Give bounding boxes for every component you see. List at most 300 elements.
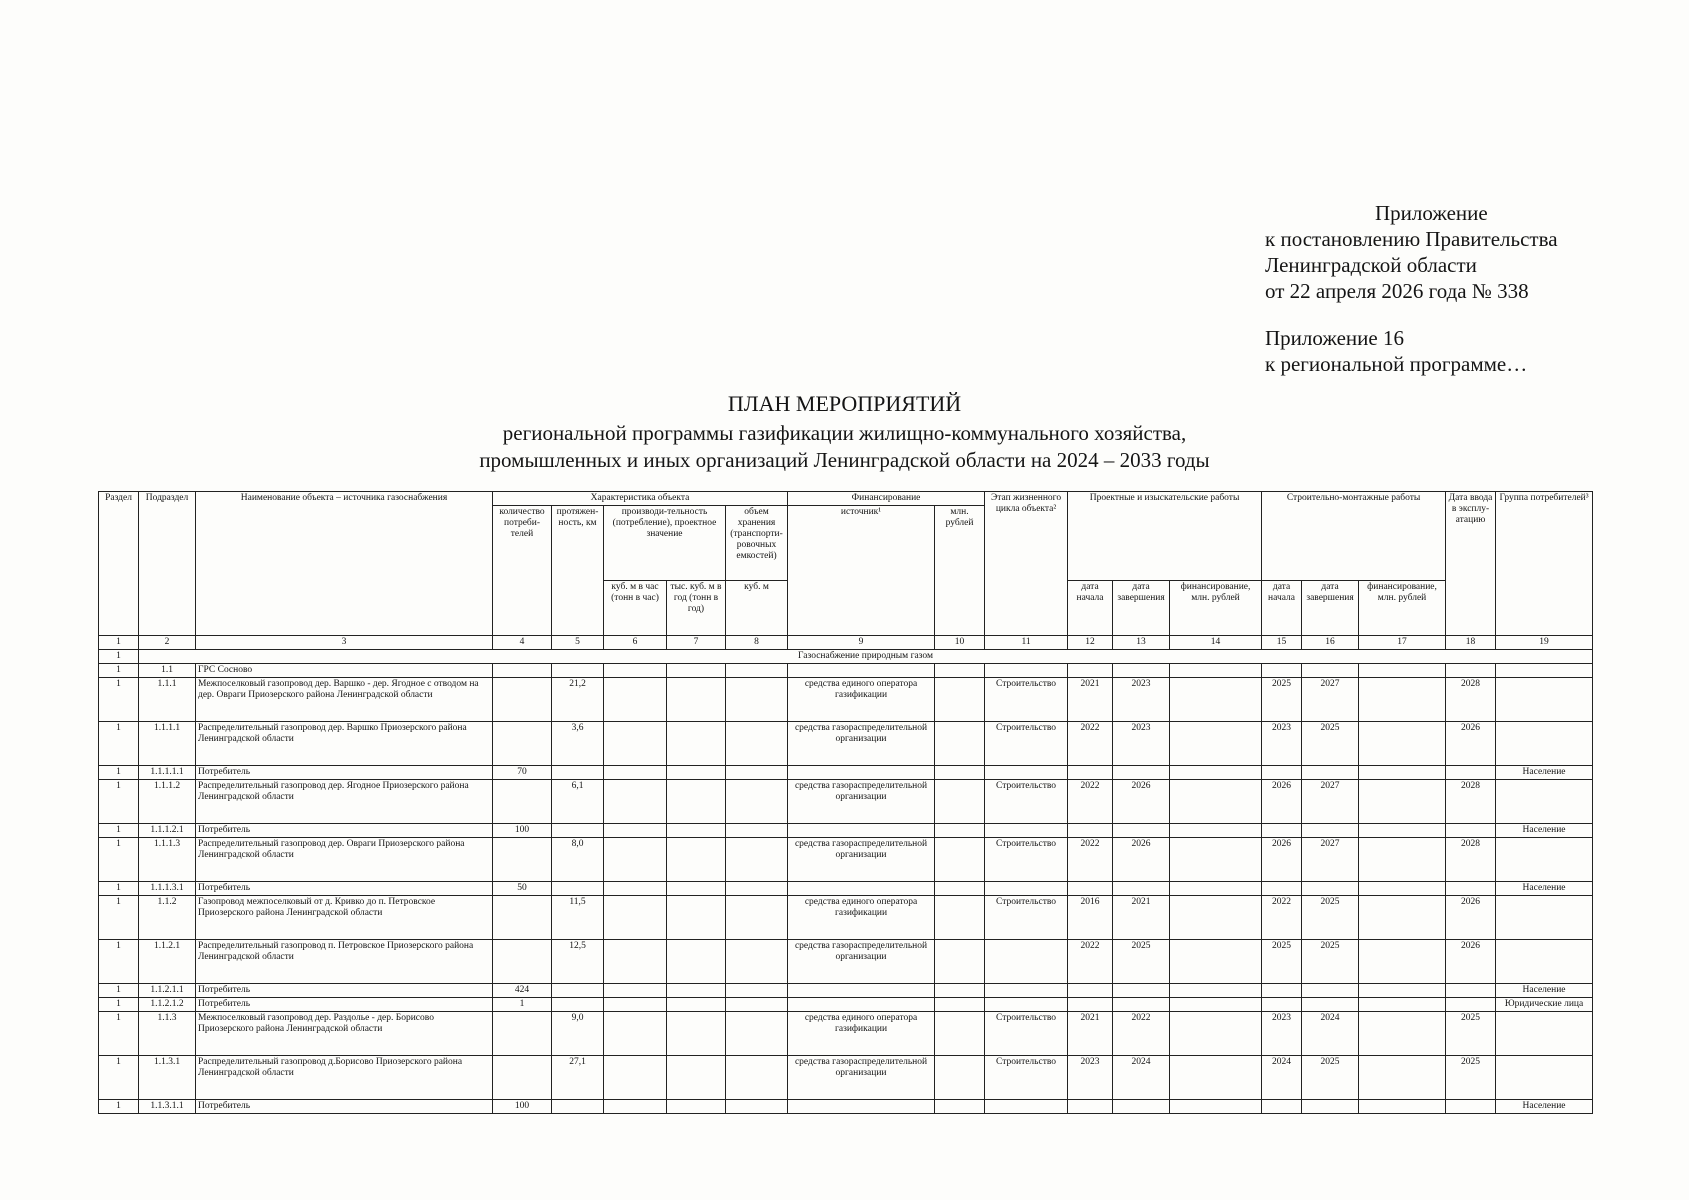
design-end-cell [1113,824,1170,838]
design-start-cell [1068,1100,1113,1114]
construction-start-cell [1262,664,1302,678]
section-razdel-cell: 1 [99,650,139,664]
plan-table [98,491,1593,1114]
stage-cell: Строительство [985,678,1068,722]
podrazdel-cell: 1.1.3.1 [139,1056,196,1100]
construction-financing-cell [1359,722,1446,766]
storage-cell [726,664,788,678]
annex-line: Приложение [1375,201,1488,225]
podrazdel-cell: 1.1.1.3 [139,838,196,882]
length-cell [552,664,604,678]
podrazdel-cell: 1.1.2.1.2 [139,998,196,1012]
object-name-cell: Распределительный газопровод д.Борисово Приозерского района Ленинградской области [196,1056,493,1100]
design-start-cell [1068,998,1113,1012]
podrazdel-cell: 1.1.1.1 [139,722,196,766]
consumers-cell: 100 [493,824,552,838]
construction-end-cell: 2025 [1302,722,1359,766]
header-thousand-m3-year: тыс. куб. м в год (тонн в год) [667,581,726,636]
razdel-cell: 1 [99,664,139,678]
financing-mln-cell [935,984,985,998]
design-financing-cell [1170,838,1262,882]
stage-cell [985,882,1068,896]
financing-mln-cell [935,882,985,896]
construction-start-cell [1262,766,1302,780]
stage-cell: Строительство [985,896,1068,940]
length-cell: 27,1 [552,1056,604,1100]
object-name-cell: Потребитель [196,824,493,838]
length-cell: 21,2 [552,678,604,722]
podrazdel-cell: 1.1.3.1.1 [139,1100,196,1114]
design-start-cell [1068,766,1113,780]
construction-start-cell: 2023 [1262,722,1302,766]
razdel-cell: 1 [99,940,139,984]
m3-hour-cell [604,998,667,1012]
construction-start-cell: 2025 [1262,678,1302,722]
consumers-cell [493,1012,552,1056]
stage-cell [985,766,1068,780]
header-construction-works: Строительно-монтажные работы [1262,492,1446,581]
design-start-cell [1068,824,1113,838]
consumer-group-cell [1496,896,1593,940]
financing-source-cell: средства газораспределительной организации [788,838,935,882]
header-stage: Этап жизненного цикла объекта² [985,492,1068,636]
storage-cell [726,766,788,780]
design-end-cell [1113,984,1170,998]
annex-line: Приложение 16 [1265,326,1404,350]
consumer-group-cell: Население [1496,984,1593,998]
construction-start-cell: 2022 [1262,896,1302,940]
design-end-cell: 2026 [1113,838,1170,882]
design-financing-cell [1170,824,1262,838]
razdel-cell: 1 [99,766,139,780]
object-name-cell: Потребитель [196,998,493,1012]
commissioning-cell [1446,664,1496,678]
financing-mln-cell [935,1012,985,1056]
section-title: Газоснабжение природным газом [139,650,1593,664]
header-podrazdel: Подраздел [139,492,196,636]
table-row [99,984,1593,998]
construction-end-cell: 2025 [1302,896,1359,940]
column-number-cell: 5 [552,636,604,650]
construction-financing-cell [1359,780,1446,824]
construction-financing-cell [1359,1100,1446,1114]
construction-start-cell [1262,998,1302,1012]
table-row [99,1012,1593,1056]
consumers-cell: 70 [493,766,552,780]
header-construction-end: дата завершения [1302,581,1359,636]
financing-mln-cell [935,678,985,722]
construction-financing-cell [1359,838,1446,882]
m3-hour-cell [604,678,667,722]
object-name-cell: Распределительный газопровод дер. Ягодное Приозерского района Ленинградской области [196,780,493,824]
storage-cell [726,1012,788,1056]
financing-mln-cell [935,1100,985,1114]
header-razdel: Раздел [99,492,139,636]
thousand-m3-year-cell [667,984,726,998]
m3-hour-cell [604,824,667,838]
thousand-m3-year-cell [667,838,726,882]
design-end-cell: 2023 [1113,678,1170,722]
construction-financing-cell [1359,984,1446,998]
header-construction-financing: финансирование, млн. рублей [1359,581,1446,636]
financing-mln-cell [935,838,985,882]
financing-source-cell [788,1100,935,1114]
construction-start-cell: 2024 [1262,1056,1302,1100]
header-financing: Финансирование [788,492,985,506]
financing-source-cell: средства газораспределительной организации [788,722,935,766]
commissioning-cell: 2026 [1446,896,1496,940]
m3-hour-cell [604,1056,667,1100]
construction-end-cell: 2025 [1302,940,1359,984]
construction-end-cell: 2027 [1302,838,1359,882]
construction-financing-cell [1359,998,1446,1012]
consumers-cell: 424 [493,984,552,998]
commissioning-cell: 2025 [1446,1012,1496,1056]
razdel-cell: 1 [99,882,139,896]
table-row [99,838,1593,882]
design-financing-cell [1170,1012,1262,1056]
table-row [99,998,1593,1012]
storage-cell [726,838,788,882]
column-number-cell: 3 [196,636,493,650]
length-cell: 11,5 [552,896,604,940]
design-start-cell: 2022 [1068,780,1113,824]
construction-end-cell [1302,824,1359,838]
m3-hour-cell [604,1100,667,1114]
length-cell [552,998,604,1012]
storage-cell [726,882,788,896]
financing-mln-cell [935,722,985,766]
construction-end-cell: 2024 [1302,1012,1359,1056]
commissioning-cell: 2028 [1446,838,1496,882]
m3-hour-cell [604,780,667,824]
consumer-group-cell [1496,940,1593,984]
commissioning-cell [1446,882,1496,896]
consumers-cell [493,664,552,678]
commissioning-cell: 2028 [1446,678,1496,722]
design-end-cell: 2023 [1113,722,1170,766]
m3-hour-cell [604,664,667,678]
design-financing-cell [1170,780,1262,824]
construction-start-cell: 2025 [1262,940,1302,984]
commissioning-cell [1446,984,1496,998]
stage-cell: Строительство [985,722,1068,766]
table-header-row [99,492,1593,506]
razdel-cell: 1 [99,838,139,882]
length-cell [552,824,604,838]
construction-financing-cell [1359,824,1446,838]
construction-end-cell [1302,766,1359,780]
program-annex-block [1265,325,1527,377]
construction-end-cell: 2027 [1302,678,1359,722]
consumers-cell: 1 [493,998,552,1012]
consumer-group-cell: Население [1496,882,1593,896]
header-design-works: Проектные и изыскательские работы [1068,492,1262,581]
table-row [99,678,1593,722]
storage-cell [726,896,788,940]
consumers-cell [493,940,552,984]
construction-start-cell [1262,1100,1302,1114]
thousand-m3-year-cell [667,1012,726,1056]
storage-cell [726,1056,788,1100]
annex-line: к региональной программе… [1265,352,1528,376]
design-financing-cell [1170,678,1262,722]
commissioning-cell [1446,824,1496,838]
design-start-cell [1068,882,1113,896]
design-start-cell: 2022 [1068,838,1113,882]
column-number-cell: 6 [604,636,667,650]
column-number-cell: 1 [99,636,139,650]
razdel-cell: 1 [99,984,139,998]
financing-source-cell [788,766,935,780]
consumer-group-cell: Население [1496,824,1593,838]
header-name: Наименование объекта – источника газоснабжения [196,492,493,636]
column-number-cell: 14 [1170,636,1262,650]
razdel-cell: 1 [99,780,139,824]
financing-mln-cell [935,664,985,678]
construction-end-cell [1302,664,1359,678]
table-row [99,1100,1593,1114]
commissioning-cell [1446,998,1496,1012]
design-financing-cell [1170,1056,1262,1100]
header-characteristics: Характеристика объекта [493,492,788,506]
thousand-m3-year-cell [667,664,726,678]
podrazdel-cell: 1.1 [139,664,196,678]
stage-cell: Строительство [985,1056,1068,1100]
construction-start-cell [1262,824,1302,838]
page-subtitle: промышленных и иных организаций Ленинградской области на 2024 – 2033 годы [479,448,1210,472]
construction-end-cell [1302,1100,1359,1114]
razdel-cell: 1 [99,998,139,1012]
thousand-m3-year-cell [667,722,726,766]
financing-mln-cell [935,1056,985,1100]
consumer-group-cell [1496,664,1593,678]
m3-hour-cell [604,940,667,984]
m3-hour-cell [604,882,667,896]
construction-financing-cell [1359,882,1446,896]
length-cell: 9,0 [552,1012,604,1056]
object-name-cell: Распределительный газопровод дер. Овраги Приозерского района Ленинградской области [196,838,493,882]
design-end-cell: 2022 [1113,1012,1170,1056]
design-start-cell: 2022 [1068,722,1113,766]
design-end-cell [1113,664,1170,678]
storage-cell [726,722,788,766]
object-name-cell: Газопровод межпоселковый от д. Кривко до п. Петровское Приозерского района Ленинградской области [196,896,493,940]
column-number-cell: 2 [139,636,196,650]
thousand-m3-year-cell [667,780,726,824]
stage-cell: Строительство [985,1012,1068,1056]
financing-source-cell: средства единого оператора газификации [788,1012,935,1056]
design-end-cell [1113,1100,1170,1114]
financing-source-cell [788,984,935,998]
thousand-m3-year-cell [667,824,726,838]
header-commissioning: Дата ввода в эксплу-атацию [1446,492,1496,636]
commissioning-cell: 2026 [1446,722,1496,766]
thousand-m3-year-cell [667,940,726,984]
construction-start-cell: 2026 [1262,780,1302,824]
page-subtitle: региональной программы газификации жилищно-коммунального хозяйства, [502,421,1187,445]
podrazdel-cell: 1.1.3 [139,1012,196,1056]
thousand-m3-year-cell [667,766,726,780]
razdel-cell: 1 [99,824,139,838]
design-start-cell [1068,984,1113,998]
object-name-cell: Межпоселковый газопровод дер. Раздолье - дер. Борисово Приозерского района Ленинградской области [196,1012,493,1056]
design-start-cell: 2022 [1068,940,1113,984]
header-construction-start: дата начала [1262,581,1302,636]
podrazdel-cell: 1.1.1.2 [139,780,196,824]
header-source: источник¹ [788,506,935,636]
podrazdel-cell: 1.1.1.1.1 [139,766,196,780]
object-name-cell: Потребитель [196,766,493,780]
table-row [99,664,1593,678]
stage-cell: Строительство [985,838,1068,882]
design-financing-cell [1170,984,1262,998]
table-row [99,1056,1593,1100]
commissioning-cell [1446,766,1496,780]
design-financing-cell [1170,940,1262,984]
m3-hour-cell [604,838,667,882]
consumer-group-cell [1496,838,1593,882]
page-title: ПЛАН МЕРОПРИЯТИЙ [727,391,962,416]
header-consumers-count: количество потреби-телей [493,506,552,636]
podrazdel-cell: 1.1.2 [139,896,196,940]
m3-hour-cell [604,766,667,780]
razdel-cell: 1 [99,722,139,766]
annex-line: к постановлению Правительства [1265,227,1558,251]
m3-hour-cell [604,1012,667,1056]
construction-financing-cell [1359,1056,1446,1100]
length-cell: 3,6 [552,722,604,766]
column-number-cell: 7 [667,636,726,650]
header-mln-rub: млн. рублей [935,506,985,636]
column-number-cell: 4 [493,636,552,650]
annex-line: от 22 апреля 2026 года № 338 [1265,279,1529,303]
commissioning-cell [1446,1100,1496,1114]
header-design-end: дата завершения [1113,581,1170,636]
table-row [99,882,1593,896]
construction-end-cell: 2025 [1302,1056,1359,1100]
length-cell [552,1100,604,1114]
header-design-start: дата начала [1068,581,1113,636]
table-row [99,722,1593,766]
financing-mln-cell [935,824,985,838]
financing-source-cell: средства газораспределительной организации [788,940,935,984]
razdel-cell: 1 [99,1056,139,1100]
razdel-cell: 1 [99,1100,139,1114]
construction-end-cell: 2027 [1302,780,1359,824]
commissioning-cell: 2025 [1446,1056,1496,1100]
storage-cell [726,1100,788,1114]
length-cell [552,882,604,896]
storage-cell [726,824,788,838]
design-financing-cell [1170,1100,1262,1114]
consumer-group-cell [1496,722,1593,766]
stage-cell [985,940,1068,984]
storage-cell [726,678,788,722]
thousand-m3-year-cell [667,1100,726,1114]
consumer-group-cell [1496,678,1593,722]
header-length: протяжен-ность, км [552,506,604,636]
length-cell: 6,1 [552,780,604,824]
podrazdel-cell: 1.1.1 [139,678,196,722]
column-number-cell: 15 [1262,636,1302,650]
header-storage: объем хранения (транспорти-ровочных емкостей) [726,506,788,581]
podrazdel-cell: 1.1.2.1 [139,940,196,984]
construction-start-cell [1262,984,1302,998]
design-end-cell [1113,882,1170,896]
consumer-group-cell [1496,1012,1593,1056]
razdel-cell: 1 [99,1012,139,1056]
consumers-cell [493,896,552,940]
thousand-m3-year-cell [667,678,726,722]
financing-mln-cell [935,896,985,940]
financing-mln-cell [935,940,985,984]
column-number-cell: 19 [1496,636,1593,650]
header-m3: куб. м [726,581,788,636]
thousand-m3-year-cell [667,882,726,896]
financing-source-cell: средства единого оператора газификации [788,678,935,722]
object-name-cell: Распределительный газопровод п. Петровское Приозерского района Ленинградской области [196,940,493,984]
consumer-group-cell: Юридические лица [1496,998,1593,1012]
column-number-cell: 10 [935,636,985,650]
thousand-m3-year-cell [667,1056,726,1100]
design-financing-cell [1170,998,1262,1012]
design-financing-cell [1170,664,1262,678]
financing-source-cell: средства единого оператора газификации [788,896,935,940]
design-financing-cell [1170,896,1262,940]
construction-financing-cell [1359,664,1446,678]
stage-cell [985,1100,1068,1114]
design-financing-cell [1170,766,1262,780]
object-name-cell: Потребитель [196,984,493,998]
object-name-cell: Потребитель [196,1100,493,1114]
stage-cell: Строительство [985,780,1068,824]
design-start-cell: 2021 [1068,678,1113,722]
object-name-cell: ГРС Сосново [196,664,493,678]
design-financing-cell [1170,882,1262,896]
thousand-m3-year-cell [667,896,726,940]
column-number-row [99,636,1593,650]
header-m3-hour: куб. м в час (тонн в час) [604,581,667,636]
table-row [99,896,1593,940]
construction-financing-cell [1359,940,1446,984]
design-financing-cell [1170,722,1262,766]
consumers-cell [493,722,552,766]
length-cell: 8,0 [552,838,604,882]
column-number-cell: 11 [985,636,1068,650]
m3-hour-cell [604,896,667,940]
column-number-cell: 16 [1302,636,1359,650]
column-number-cell: 9 [788,636,935,650]
stage-cell [985,998,1068,1012]
design-end-cell: 2021 [1113,896,1170,940]
consumers-cell: 100 [493,1100,552,1114]
consumers-cell [493,780,552,824]
section-row [99,650,1593,664]
financing-source-cell: средства газораспределительной организации [788,780,935,824]
financing-mln-cell [935,766,985,780]
header-capacity: производи-тельность (потребление), проектное значение [604,506,726,581]
construction-financing-cell [1359,1012,1446,1056]
m3-hour-cell [604,722,667,766]
construction-financing-cell [1359,766,1446,780]
header-consumer-group: Группа потребителей³ [1496,492,1593,636]
financing-mln-cell [935,998,985,1012]
stage-cell [985,824,1068,838]
consumer-group-cell: Население [1496,766,1593,780]
column-number-cell: 12 [1068,636,1113,650]
construction-financing-cell [1359,896,1446,940]
